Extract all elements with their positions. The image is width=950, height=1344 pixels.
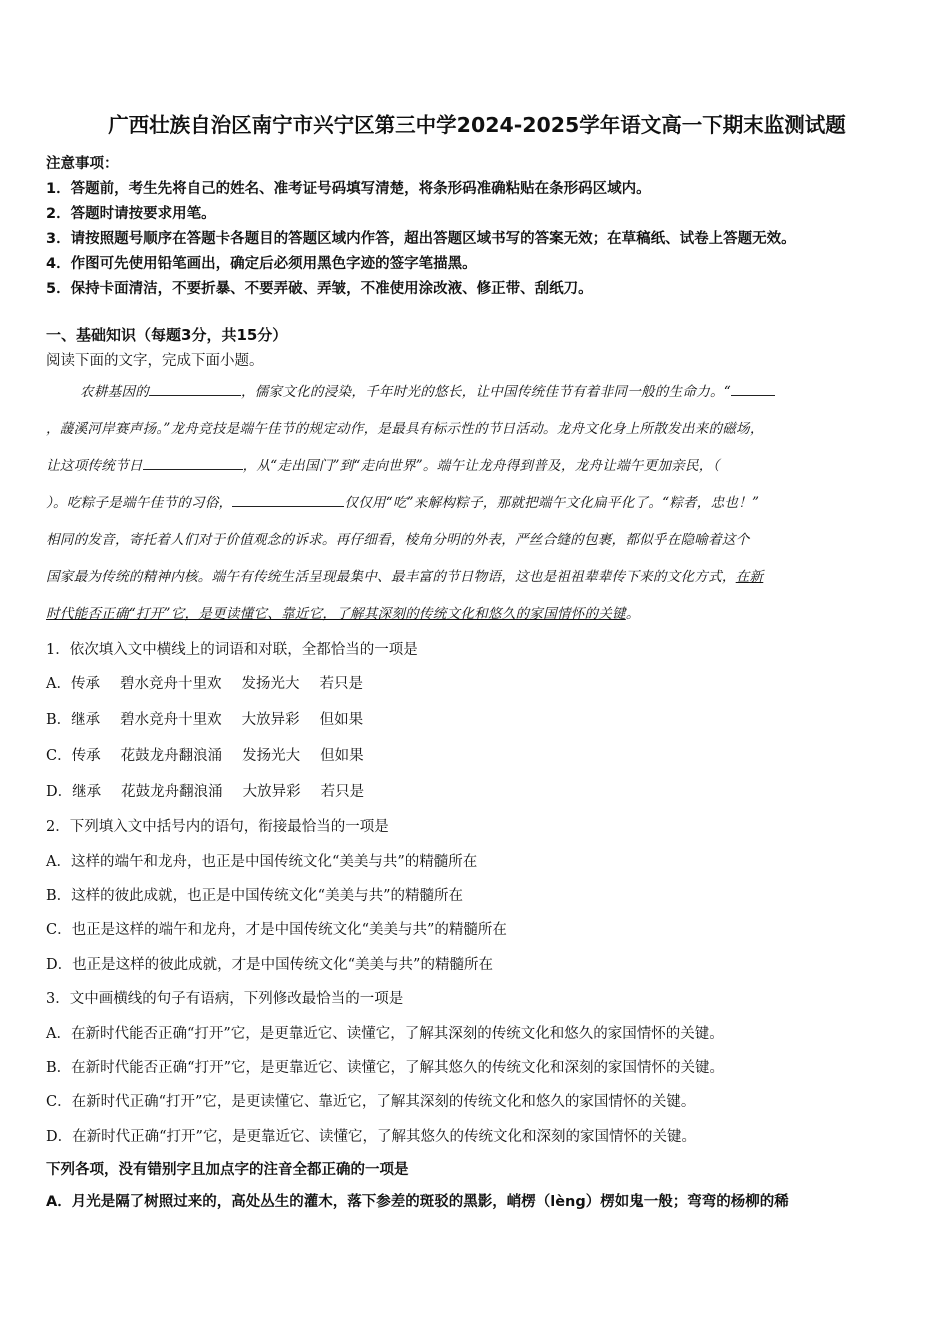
question-stem: 3．文中画横线的句子有语病，下列修改最恰当的一项是	[46, 991, 404, 1008]
fill-blank	[143, 455, 243, 470]
option-a[interactable]: A．传承 碧水竞舟十里欢 发扬光大 若只是	[46, 676, 363, 693]
passage-text: 相同的发音，寄托着人们对于价值观念的诉求。再仔细看，棱角分明的外表，严丝合缝的包裹，都似乎在隐喻着这个	[46, 532, 750, 548]
option-b[interactable]: B．这样的彼此成就，也正是中国传统文化“美美与共”的精髓所在	[46, 888, 463, 905]
option-d[interactable]: D．继承 花鼓龙舟翻浪涌 大放异彩 若只是	[46, 783, 365, 800]
option-b[interactable]: B．在新时代能否正确“打开”它，是更靠近它、读懂它，了解其悠久的传统文化和深刻的家国情怀的关键。	[46, 1060, 724, 1077]
option-c[interactable]: C．在新时代正确“打开”它，是更读懂它、靠近它，了解其深刻的传统文化和悠久的家国情怀的关键。	[46, 1094, 696, 1111]
fill-blank	[731, 381, 775, 396]
option-c[interactable]: C．传承 花鼓龙舟翻浪涌 发扬光大 但如果	[46, 747, 364, 764]
notice-heading: 注意事项：	[46, 156, 119, 172]
exam-title: 广西壮族自治区南宁市兴宁区第三中学2024-2025学年语文高一下期末监测试题	[108, 113, 846, 137]
passage-text: 让这项传统节日	[46, 458, 143, 474]
fill-blank	[232, 492, 344, 507]
exam-page	[46, 108, 908, 1218]
question-stem: 1．依次填入文中横线上的词语和对联，全都恰当的一项是	[46, 642, 418, 658]
underlined-sentence: 时代能否正确“打开”它，是更读懂它、靠近它，了解其深刻的传统文化和悠久的家国情怀的关键	[46, 606, 626, 622]
question-stem: 2．下列填入文中括号内的语句，衔接最恰当的一项是	[46, 819, 389, 836]
passage-text: ，从“走出国门”到“走向世界”。端午让龙舟得到普及，龙舟让端午更加亲民，（	[242, 458, 720, 474]
notice-list	[46, 177, 908, 302]
fill-blank	[149, 381, 241, 396]
option-a[interactable]: A．这样的端午和龙舟，也正是中国传统文化“美美与共”的精髓所在	[46, 853, 478, 870]
option-d[interactable]: D．也正是这样的彼此成就，才是中国传统文化“美美与共”的精髓所在	[46, 956, 493, 973]
option-a[interactable]: A．在新时代能否正确“打开”它，是更靠近它、读懂它，了解其深刻的传统文化和悠久的家国情怀的关键。	[46, 1025, 724, 1042]
passage-text: 国家最为传统的精神内核。端午有传统生活呈现最集中、最丰富的节日物语，这也是祖祖辈辈传下来的文化方式，	[46, 569, 736, 585]
passage-text: ）。吃粽子是端午佳节的习俗，	[46, 495, 233, 511]
passage-text: 农耕基因的	[80, 384, 149, 400]
option-b[interactable]: B．继承 碧水竞舟十里欢 大放异彩 但如果	[46, 712, 364, 729]
passage-text: 。	[625, 606, 640, 622]
passage-text: ，儒家文化的浸染，千年时光的悠长，让中国传统佳节有着非同一般的生命力。“	[240, 384, 731, 400]
reading-passage	[46, 374, 908, 633]
notice-item: 5．保持卡面清洁，不要折暴、不要弄破、弄皱，不准使用涂改液、修正带、刮纸刀。	[46, 281, 593, 297]
underlined-sentence: 在新	[735, 569, 764, 585]
notice-item: 4．作图可先使用铅笔画出，确定后必须用黑色字迹的签字笔描黑。	[46, 256, 477, 272]
passage-text: 仅仅用“吃”来解构粽子，那就把端午文化扁平化了。“粽者，忠也！”	[344, 495, 760, 511]
question-stem: 下列各项，没有错别字且加点字的注音全都正确的一项是	[46, 1162, 409, 1179]
option-a[interactable]: A．月光是隔了树照过来的，高处丛生的灌木，落下参差的斑驳的黑影，峭楞（lèng）楞如鬼一般；弯弯的杨柳的稀	[46, 1194, 789, 1211]
option-c[interactable]: C．也正是这样的端午和龙舟，才是中国传统文化“美美与共”的精髓所在	[46, 922, 507, 939]
reading-instruction: 阅读下面的文字，完成下面小题。	[46, 353, 264, 369]
notice-item: 3．请按照题号顺序在答题卡各题目的答题区域内作答，超出答题区域书写的答案无效；在草稿纸、试卷上答题无效。	[46, 231, 796, 247]
option-list	[46, 667, 908, 810]
section-heading: 一、基础知识（每题3分，共15分）	[46, 326, 288, 344]
notice-item: 1．答题前，考生先将自己的姓名、准考证号码填写清楚，将条形码准确粘贴在条形码区域内。	[46, 181, 651, 197]
option-d[interactable]: D．在新时代正确“打开”它，是更靠近它、读懂它，了解其悠久的传统文化和深刻的家国情怀的关键。	[46, 1128, 696, 1145]
passage-text: ，蘐溪河岸赛声扬。”龙舟竞技是端午佳节的规定动作，是最具有标示性的节日活动。龙舟文化身上所散发出来的磁场，	[46, 421, 764, 437]
notice-item: 2．答题时请按要求用笔。	[46, 206, 216, 222]
